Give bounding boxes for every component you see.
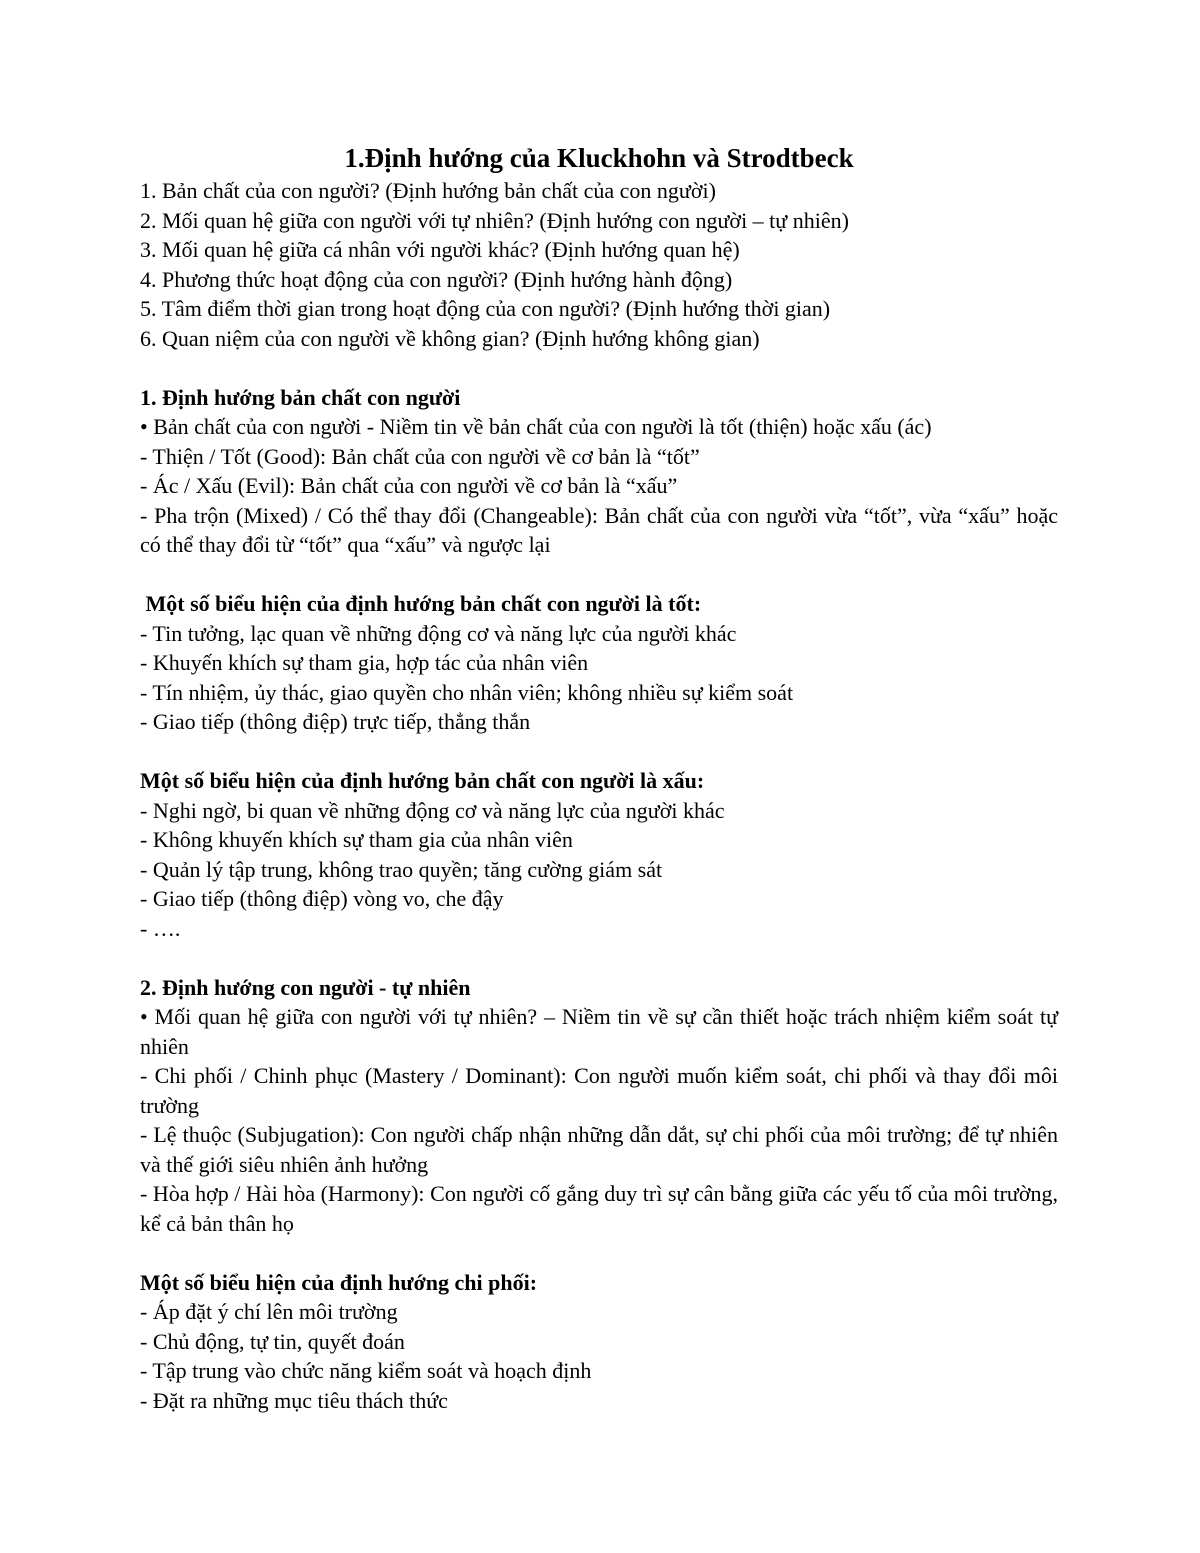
good-line: - Khuyến khích sự tham gia, hợp tác của nhân viên [140, 650, 589, 675]
dominant-heading: Một số biểu hiện của định hướng chi phối: [140, 1269, 538, 1295]
question-3: 3. Mối quan hệ giữa cá nhân với người khác? (Định hướng quan hệ) [140, 237, 740, 262]
good-line: - Tín nhiệm, ủy thác, giao quyền cho nhân viên; không nhiều sự kiểm soát [140, 679, 794, 705]
question-1: 1. Bản chất của con người? (Định hướng bản chất của con người) [140, 178, 716, 203]
bad-heading: Một số biểu hiện của định hướng bản chất con người là xấu: [140, 768, 705, 793]
section2-line: - Chi phối / Chinh phục (Mastery / Dominant): Con người muốn kiểm soát, chi phối và thay đổi môi trường [140, 1063, 1058, 1118]
question-6: 6. Quan niệm của con người về không gian? (Định hướng không gian) [140, 325, 760, 351]
question-5: 5. Tâm điểm thời gian trong hoạt động của con người? (Định hướng thời gian) [140, 296, 831, 321]
spacer [140, 1238, 1058, 1268]
bad-line: - …. [140, 915, 181, 941]
spacer [140, 737, 1058, 767]
section1-line: - Thiện / Tốt (Good): Bản chất của con người về cơ bản là “tốt” [140, 443, 700, 469]
bad-line: - Không khuyến khích sự tham gia của nhân viên [140, 827, 573, 852]
dominant-line: - Tập trung vào chức năng kiểm soát và hoạch định [140, 1358, 592, 1383]
section1-line: - Ác / Xấu (Evil): Bản chất của con người về cơ bản là “xấu” [140, 473, 678, 498]
document-title: 1.Định hướng của Kluckhohn và Strodtbeck [344, 143, 854, 173]
spacer [140, 560, 1058, 590]
section1-line: • Bản chất của con người - Niềm tin về bản chất của con người là tốt (thiện) hoặc xấu (ác) [140, 414, 932, 439]
dominant-line: - Chủ động, tự tin, quyết đoán [140, 1328, 405, 1354]
section1-heading: 1. Định hướng bản chất con người [140, 384, 461, 410]
dominant-line: - Đặt ra những mục tiêu thách thức [140, 1387, 448, 1413]
section2-line: • Mối quan hệ giữa con người với tự nhiên? – Niềm tin về sự cần thiết hoặc trách nhiệm kiểm soát tự nhiên [140, 1004, 1058, 1059]
spacer [140, 353, 1058, 383]
section1-line: - Pha trộn (Mixed) / Có thể thay đổi (Changeable): Bản chất của con người vừa “tốt”, vừa “xấu” hoặc có thể thay đổi từ “tốt” qua “xấu” và ngược lại [140, 502, 1058, 557]
dominant-line: - Áp đặt ý chí lên môi trường [140, 1299, 398, 1324]
section2-line: - Lệ thuộc (Subjugation): Con người chấp nhận những dẫn dắt, sự chi phối của môi trường; để tự nhiên và thế giới siêu nhiên ảnh hưởng [140, 1122, 1058, 1177]
question-4: 4. Phương thức hoạt động của con người? (Định hướng hành động) [140, 266, 733, 292]
section2-heading: 2. Định hướng con người - tự nhiên [140, 974, 471, 1000]
section2-line: - Hòa hợp / Hài hòa (Harmony): Con người cố gắng duy trì sự cân bằng giữa các yếu tố của môi trường, kể cả bản thân họ [140, 1181, 1058, 1236]
document-page [140, 140, 1058, 1415]
question-2: 2. Mối quan hệ giữa con người với tự nhiên? (Định hướng con người – tự nhiên) [140, 207, 849, 233]
bad-line: - Giao tiếp (thông điệp) vòng vo, che đậy [140, 886, 504, 911]
good-line: - Tin tưởng, lạc quan về những động cơ và năng lực của người khác [140, 620, 737, 646]
bad-line: - Nghi ngờ, bi quan về những động cơ và năng lực của người khác [140, 797, 725, 823]
spacer [140, 943, 1058, 973]
good-line: - Giao tiếp (thông điệp) trực tiếp, thẳng thắn [140, 709, 531, 734]
bad-line: - Quản lý tập trung, không trao quyền; tăng cường giám sát [140, 856, 663, 882]
good-heading: Một số biểu hiện của định hướng bản chất con người là tốt: [140, 591, 702, 616]
